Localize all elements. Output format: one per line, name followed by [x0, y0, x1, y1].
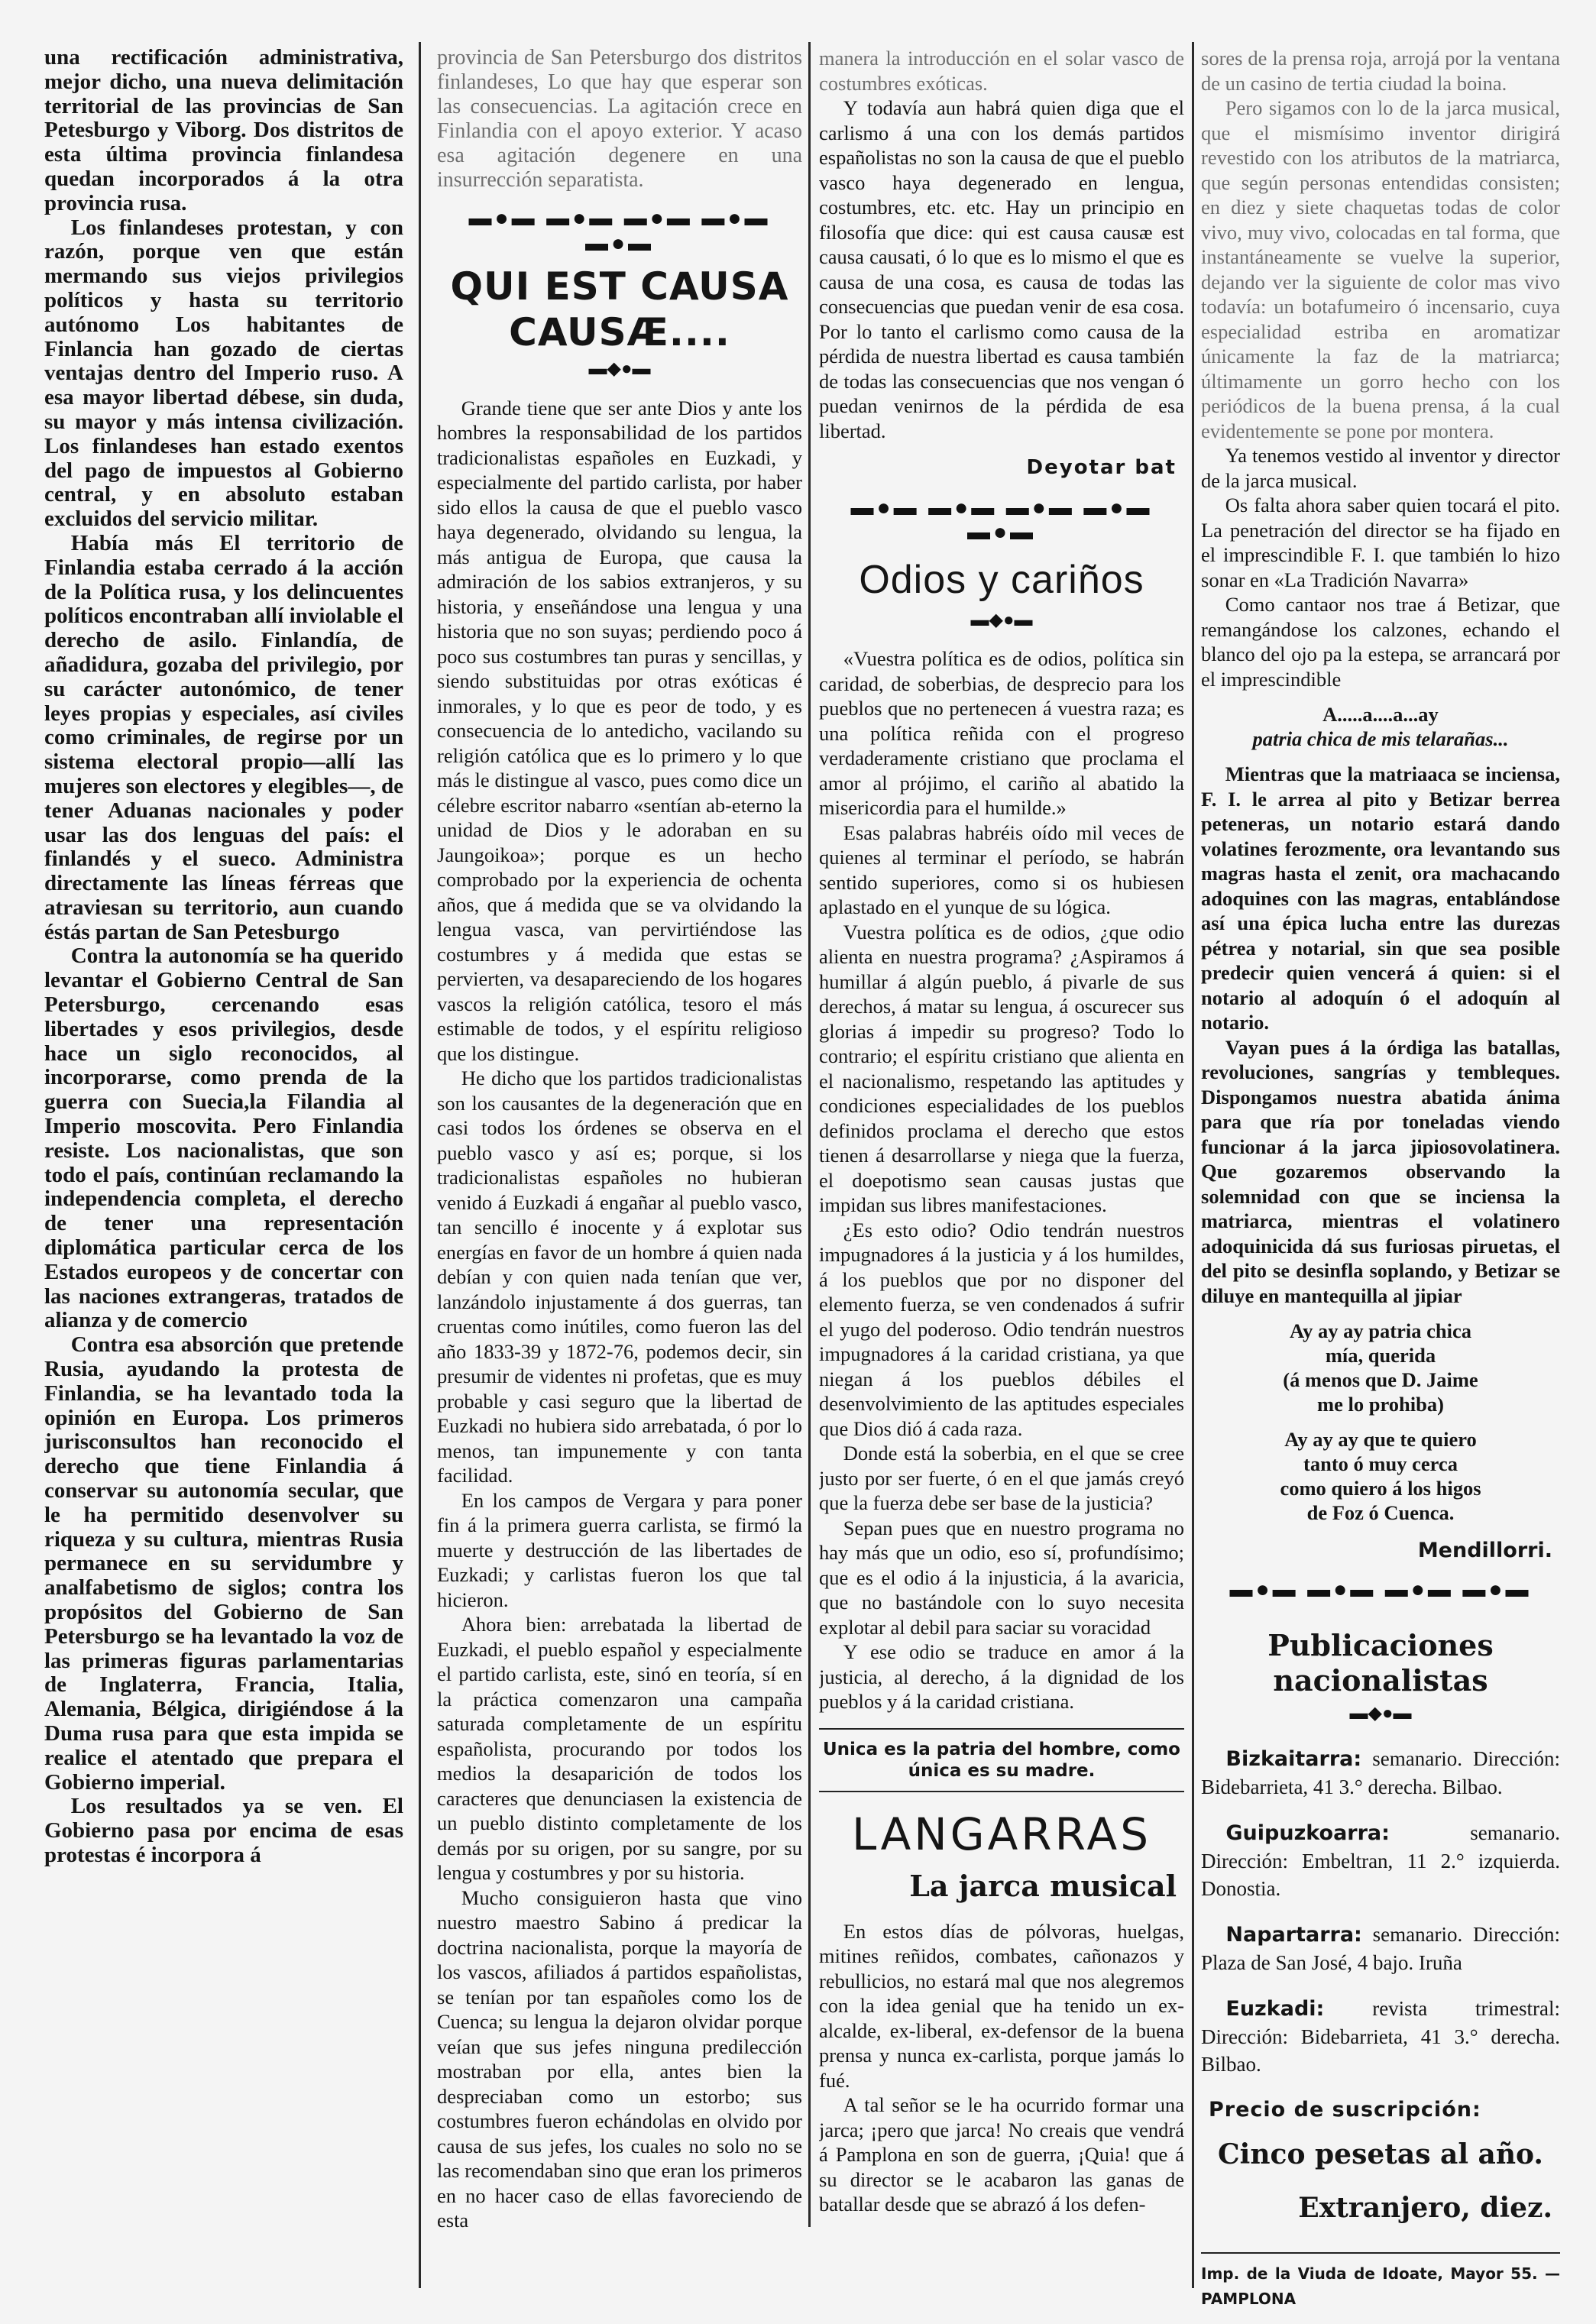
article-headline: QUI EST CAUSA CAUSÆ.... — [450, 264, 789, 354]
publication-details: semanario. Dirección: Bidebarrieta, 41 3.° derecha. Bilbao. — [1201, 1746, 1560, 1798]
verse-line: A.....a....a...ay — [1322, 703, 1439, 726]
paragraph: Esas palabras habréis oído mil veces de quienes al terminar el período, se habrán sentido superiores, como si os hubiesen aplastado en el yunque de su lógica. — [819, 821, 1184, 918]
subscription-heading: Precio de suscripción: — [1209, 2097, 1481, 2122]
article-signature: Mendillorri. — [1417, 1539, 1552, 1562]
publication-name: Bizkaitarra: — [1225, 1746, 1362, 1771]
verse-line: mía, querida — [1325, 1344, 1436, 1367]
publication-details: semanario. Dirección: Plaza de San José, 4 bajo. Iruña — [1201, 1922, 1560, 1974]
paragraph: provincia de San Petersburgo dos distritos finlandeses, Lo que hay que esperar son las consecuencias. La agitación crece en Finlandia con el apoyo exterior. Y acaso esa agitación degenere en una insurrección separatista. — [437, 46, 802, 192]
paragraph: «Vuestra política es de odios, política sin caridad, de soberbias, de desprecio para los pueblos que no pertenecen á vuestra raza; es una política reñida con el progreso verdaderamente cristiano que proclama el amor al prójimo, el cariño al abatido la misericordia para el humilde.» — [819, 647, 1184, 819]
publication-name: Napartarra: — [1225, 1922, 1362, 1947]
column-rule — [808, 42, 811, 2227]
paragraph: Los resultados ya se ven. El Gobierno pasa por encima de esas protestas é incorpora á — [44, 1794, 403, 1867]
paragraph: A tal señor se le ha ocurrido formar una jarca; ¡pero que jarca! No creais que vendrá á Pamplona en son de guerra, ¡Quia! que á su director se le acabaron las ganas de batallar desde que se abrazó á los defen- — [819, 2093, 1184, 2216]
verse-line: de Foz ó Cuenca. — [1306, 1501, 1455, 1524]
publication-entry — [1201, 1745, 1560, 1801]
paragraph: Os falta ahora saber quien tocará el pito. La penetración del director se ha fijado en el imprescindible F. I. que también lo hizo sonar en «La Tradición Navarra» — [1201, 494, 1560, 591]
paragraph: He dicho que los partidos tradicionalistas son los causantes de la degeneración que en casi todos los órdenes se observa en el pueblo vasco y así es; porque, si los tradicionalistas españoles no hubieran venido á Euzkadi á engañar al pueblo vasco, tan sencillo é inocente y á explotar sus energías en favor de un hombre á quien nada debían y con quien nada tenían que ver, lanzándolo injustamente á dos guerras, tan cruentas como inútiles, como fueron las del año 1833-39 y 1872-76, podemos decir, sin presumir de videntes ni profetas, que es muy probable y casi seguro que la libertad de Euzkadi no hubiera sido arrebatada, ó por lo menos, tan impunemente y con tanta facilidad. — [437, 1067, 802, 1487]
paragraph: Y ese odio se traduce en amor á la justicia, al derecho, á la dignidad de los pueblos y á la caridad cristiana. — [819, 1640, 1184, 1713]
paragraph: Como cantaor nos trae á Betizar, que remangándose los calzones, echando el blanco del ojo pa la estepa, se arrancará por el imprescindible — [1201, 593, 1560, 691]
paragraph: Grande tiene que ser ante Dios y ante los hombres la responsabilidad de los partidos tradicionalistas españoles en Euzkadi, y especialmente del partido carlista, por haber sido ellos la causa de que el pueblo vasco haya degenerado, olvidando su lengua, la más antigua de Europa, que causa la admiración de los sabios extranjeros, y su historia, y enseñándose una lengua y una historia que no son suyas; perdiendo poco á poco sus costumbres tan puras y sencillas, y siendo substituidas por otras exóticas é inmorales, y lo que es peor de todo, y es consecuencia de lo antedicho, vacilando su religión católica que es lo primero y lo que más le distingue al vasco, pues como dice un célebre escritor nabarro «sentían ab-eterno la unidad de Dios y le adoraban en su Jaungoikoa»; porque es un hecho comprobado por la experiencia de ochenta años, que á medida que se va olvidando la lengua vasca, van pervirtiéndose las costumbres y á medida que estas se pervierten, va desapareciendo de los hogares vascos la religión católica, tesoro el más estimable de todos, y el espíritu religioso que los distingue. — [437, 396, 802, 1065]
column-rule — [1192, 42, 1194, 2288]
paragraph: Contra la autonomía se ha querido levantar el Gobierno Central de San Petersburgo, cercenando esas libertades y esos privilegios, desde hace un siglo reconocidos, al incorporarse, como prenda de la guerra con Suecia,la Filandia al Imperio moscovita. Pero Finlandia resiste. Los nacionalistas, que son todo el país, continúan reclamando la independencia completa, el derecho de tener una representación diplomática particular cerca de los Estados europeos y de concertar con las naciones extrangeras, tratados de alianza y de comercio — [44, 944, 403, 1333]
publication-entry — [1201, 1819, 1560, 1902]
verse-line: patria chica de mis telarañas... — [1252, 727, 1509, 750]
ornament-divider: ▬●▬ ▬●▬ ▬●▬ ▬●▬ ▬●▬ — [850, 494, 1153, 545]
column-3 — [819, 46, 1184, 2307]
subscription-price-abroad: Extranjero, diez. — [1298, 2192, 1552, 2224]
article-signature: Deyotar bat — [1026, 456, 1177, 479]
ornament-divider: ▬●▬ ▬●▬ ▬●▬ ▬●▬ — [1229, 1576, 1532, 1602]
paragraph: Ahora bien: arrebatada la libertad de Euzkadi, el pueblo español y especialmente el partido carlista, este, sinó en teoría, sí en la práctica comenzaron una campaña saturada completamente de un espíritu españolista, procurando por todos los medios la desaparición de todos los caracteres que denunciasen la existencia de un pueblo distinto completamente de los demás por su origen, por su sangre, por su lengua y costumbres y por su historia. — [437, 1613, 802, 1884]
section-heading: Publicaciones nacionalistas — [1267, 1628, 1494, 1698]
verse — [1201, 1427, 1560, 1525]
paragraph: Donde está la soberbia, en el que se cree justo por ser fuerte, ó en el que jamás creyó que la fuerza debe ser base de la justicia? — [819, 1442, 1184, 1514]
ornament-divider: ▬◆●▬ — [1349, 1704, 1412, 1724]
paragraph: Vayan pues á la órdiga las batallas, revoluciones, sangrías y tembleques. Dispongamos nuestra abatida ánima para que ría por toneladas viendo funcionar á la jarca jipiosovolatinera. Que gozaremos observando la solemnidad con que se inciensa la matriarca, mientras el volatinero adoquinicida dá sus furiosas piruetas, el del pito se desinfla soplando, y Betizar se diluye en mantequilla al jipiar — [1201, 1035, 1560, 1307]
verse-line: (á menos que D. Jaime — [1283, 1368, 1478, 1391]
paragraph: Y todavía aun habrá quien diga que el carlismo á una con los demás partidos españolistas no son la causa de que el pueblo vasco haya degenerado en lengua, costumbres, etc. etc. Hay un principio en filosofía que dice: qui est causa causæ est causa causati, ó lo que es lo mismo el que es causa de una cosa, es causa de todas las consecuencias que puedan venir de esa cosa. Por lo tanto el carlismo como causa de la pérdida de nuestra libertad es causa también de todas las consecuencias que nos vengan ó puedan venirnos de la pérdida de esa libertad. — [819, 96, 1184, 442]
verse — [1201, 1319, 1560, 1416]
publication-entry — [1201, 1995, 1560, 2078]
printer-imprint: Imp. de la Viuda de Idoate, Mayor 55. —PAMPLONA — [1201, 2252, 1560, 2307]
column-4 — [1201, 46, 1560, 2307]
motto-box: Unica es la patria del hombre, como única es su madre. — [819, 1728, 1184, 1792]
paragraph: manera la introducción en el solar vasco de costumbres exóticas. — [819, 47, 1184, 95]
paragraph: En estos días de pólvoras, huelgas, mitines reñidos, combates, cañonazos y rebullicios, no estará mal que nos alegremos con la idea genial que ha tenido un ex-alcalde, ex-liberal, ex-defensor de la buena prensa y nunca ex-carlista, porque jamás lo fué. — [819, 1919, 1184, 2092]
ornament-divider: ▬◆●▬ — [970, 610, 1033, 630]
paragraph: Ya tenemos vestido al inventor y director de la jarca musical. — [1201, 444, 1560, 492]
paragraph: En los campos de Vergara y para poner fin á la primera guerra carlista, se firmó la muerte y destrucción de las libertades de Euzkadi; y carlistas fueron los que tal hicieron. — [437, 1488, 802, 1611]
article-headline: Odios y cariños — [859, 557, 1144, 602]
column-1 — [44, 46, 403, 2307]
column-2 — [437, 46, 802, 2307]
paragraph: una rectificación administrativa, mejor dicho, una nueva delimitación territorial de las provincias de San Petesburgo y Viborg. Dos distritos de esta última provincia finlandesa quedan incorporados á la otra provincia rusa. — [44, 46, 403, 215]
verse-line: como quiero á los higos — [1280, 1477, 1481, 1500]
ornament-divider: ▬◆●▬ — [588, 359, 651, 379]
paragraph: Contra esa absorción que pretende Rusia, ayudando la protesta de Finlandia, se ha levantado toda la opinión en Europa. Los primeros jurisconsultos han reconocido el derecho que tiene Finlandia á conservar su autonomía secular, que le ha permitido desenvolver su riqueza y su cultura, mientras Rusia permanece en su servidumbre y analfabetismo de siglos; contra los propósitos del Gobierno de San Petersburgo se ha levantado la voz de las primeras figuras parlamentarias de Inglaterra, Francia, Italia, Alemania, Bélgica, dirigiéndose á la Duma rusa para que esta impida se realice el atentado que prepara el Gobierno imperial. — [44, 1332, 403, 1795]
paragraph: Los finlandeses protestan, y con razón, porque ven que están mermando sus viejos privilegios políticos y hasta su territorio autónomo Los habitantes de Finlancia han gozado de ciertas ventajas dentro del Imperio ruso. A esa mayor libertad débese, sin duda, su mayor y más intensa civilización. Los finlandeses han estado exentos del pago de impuestos al Gobierno central, y en absoluto estaban excluidos del servicio militar. — [44, 215, 403, 532]
column-rule — [419, 42, 421, 2288]
paragraph: Había más El territorio de Finlandia estaba cerrado á la acción de la Política rusa, y los delincuentes políticos encontraban allí inviolable el derecho de asilo. Finlandía, de añadidura, gozaba del privilegio, por su carácter autonómico, de tener leyes propias y especiales, así civiles como criminales, de regirse por un sistema electoral propio—allí las mujeres son electores y elegibles—, de tener Aduanas nacionales y poder usar las dos lenguas del país: el finlandés y el sueco. Administra directamente las líneas férreas que atraviesan su territorio, aun cuando éstás partan de San Petesburgo — [44, 530, 403, 944]
paragraph: sores de la prensa roja, arrojá por la ventana de un casino de tertia ciudad la boina. — [1201, 47, 1560, 95]
verse — [1201, 702, 1560, 751]
ornament-divider: ▬●▬ ▬●▬ ▬●▬ ▬●▬ ▬●▬ — [468, 206, 771, 256]
paragraph: Vuestra política es de odios, ¿que odio alienta en nuestra programa? ¿Aspiramos á humillar á algún pueblo, á pivarle de sus derechos, á matar su lengua, á oscurecer sus glorias á impedir su progreso? Todo lo contrario; el espíritu cristiano que alienta en el nacionalismo, respetando las aptitudes y condiciones especialidades de los pueblos definidos proclama el derecho que estos tienen á desarrollarse y niega que la fuerza, el doepotismo sean causas justas que impidan sus libres manifestaciones. — [819, 920, 1184, 1216]
paragraph: Pero sigamos con lo de la jarca musical, que el mismísimo inventor dirigirá revestido con los atributos de la matriarca, que según personas entendidas consisten; en diez y siete chaquetas todas de color vivo, muy vivo, colocadas en tal forma, que instantáneamente se vuelve la superior, dejando ver la siguiente de color mas vivo todavía: un botafumeiro ó incensario, cuya especialidad estriba en aromatizar únicamente la faz de la matriarca; últimamente un gorro hecho con los periódicos de la buena prensa, á la cual evidentemente se pone por montera. — [1201, 96, 1560, 442]
verse-line: me lo prohiba) — [1317, 1393, 1444, 1416]
article-subheadline: La jarca musical — [909, 1868, 1177, 1903]
verse-line: tanto ó muy cerca — [1303, 1452, 1458, 1475]
subscription-price: Cinco pesetas al año. — [1218, 2138, 1543, 2170]
article-headline: LANGARRAS — [851, 1808, 1152, 1860]
paragraph: Mientras que la matriaaca se inciensa, F. I. le arrea al pito y Betizar berrea peteneras, un notario estará dando volatines ferozmente, ora levantando sus magras hasta el zenit, ora machacando adoquines con las magras, entablándose así una épica lucha entre las durezas pétrea y notarial, sin que sea posible predecir quien vencerá á quien: si el notario al adoquín ó el adoquín al notario. — [1201, 762, 1560, 1034]
publication-name: Euzkadi: — [1225, 1996, 1325, 2021]
publication-details: revista trimestral: Dirección: Bidebarrieta, 41 3.° derecha. Bilbao. — [1201, 1996, 1560, 2076]
paragraph: Mucho consiguieron hasta que vino nuestro maestro Sabino á predicar la doctrina nacionalista, porque la mayoría de los vascos, afiliados á partidos españolistas, se tenían por tan españoles como los de Cuenca; su lengua la dejaron olvidar porque veían que sus jefes ninguna predilección mostraban por ella, antes bien la despreciaban como un estorbo; sus costumbres fueron echándolas en olvido por causa de sus jefes, los cuales no solo no se las recomendaban sino que eran los primeros en no hacer caso de ellas favoreciendo de esta — [437, 1885, 802, 2232]
verse-line: Ay ay ay que te quiero — [1284, 1428, 1477, 1451]
paragraph: ¿Es esto odio? Odio tendrán nuestros impugnadores á la justicia y á los humildes, á los pueblos que por no disponer del elemento fuerza, se ven condenados á sufrir el yugo del poderoso. Odio tendrán nuestros impugnadores á la caridad cristiana, ya que niegan á los pueblos débiles el desenvolvimiento de las aptitudes especiales que Dios dió á cada raza. — [819, 1218, 1184, 1440]
publication-name: Guipuzkoarra: — [1225, 1821, 1390, 1845]
verse-line: Ay ay ay patria chica — [1290, 1319, 1471, 1342]
publication-details: semanario. Dirección: Embeltran, 11 2.° izquierda. Donostia. — [1201, 1821, 1560, 1900]
paragraph: Sepan pues que en nuestro programa no hay más que un odio, eso sí, profundísimo; que es el odio á la injusticia, á la avaricia, que no bastándole con lo suyo necesita explotar al debil para saciar su voracidad — [819, 1516, 1184, 1639]
publication-entry — [1201, 1921, 1560, 1976]
